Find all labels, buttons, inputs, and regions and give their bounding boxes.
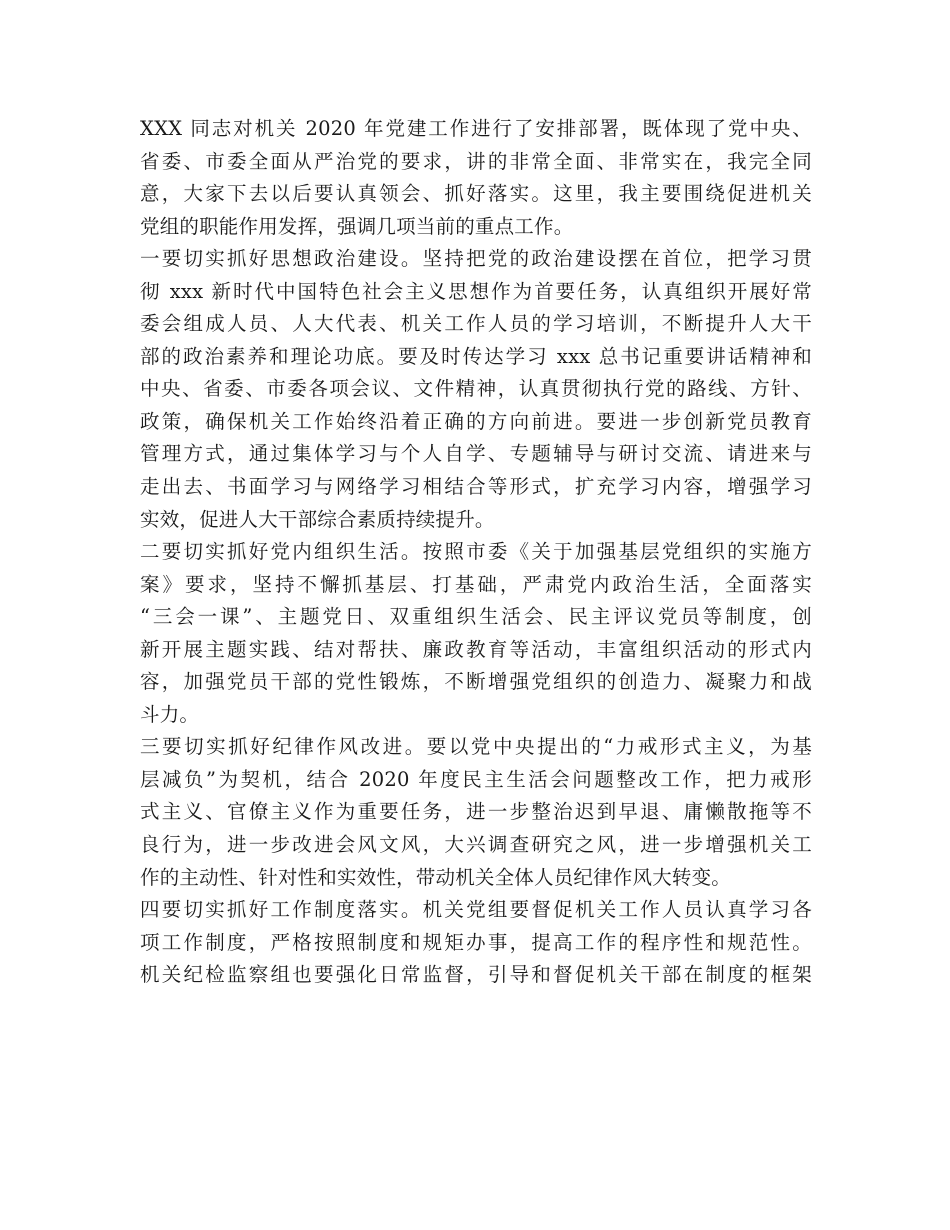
text-line: 项工作制度，严格按照制度和规矩办事，提高工作的程序性和规范性。: [140, 930, 812, 954]
text-line: 一要切实抓好思想政治建设。坚持把党的政治建设摆在首位，把学习贯: [140, 247, 812, 271]
text-line: 省委、市委全面从严治党的要求，讲的非常全面、非常实在，我完全同: [140, 149, 812, 173]
text-line: 管理方式，通过集体学习与个人自学、专题辅导与研讨交流、请进来与: [140, 442, 812, 466]
text-line: 式主义、官僚主义作为重要任务，进一步整治迟到早退、庸懒散拖等不: [140, 800, 812, 824]
text-line: 中央、省委、市委各项会议、文件精神，认真贯彻执行党的路线、方针、: [140, 377, 812, 401]
text-line: 意，大家下去以后要认真领会、抓好落实。这里，我主要围绕促进机关: [140, 182, 812, 206]
text-line: 斗力。: [140, 702, 200, 726]
text-line: 新开展主题实践、结对帮扶、廉政教育等活动，丰富组织活动的形式内: [140, 637, 812, 661]
text-line: 案》要求，坚持不懈抓基层、打基础，严肃党内政治生活，全面落实: [140, 572, 812, 596]
text-line: XXX 同志对机关 2020 年党建工作进行了安排部署，既体现了党中央、: [140, 117, 812, 140]
text-line: 层减负”为契机，结合 2020 年度民主生活会问题整改工作，把力戒形: [140, 767, 812, 791]
text-line: 政策，确保机关工作始终沿着正确的方向前进。要进一步创新党员教育: [140, 409, 812, 433]
text-line: 二要切实抓好党内组织生活。按照市委《关于加强基层党组织的实施方: [140, 540, 812, 564]
text-line: 部的政治素养和理论功底。要及时传达学习 xxx 总书记重要讲话精神和: [140, 344, 812, 368]
text-line: 实效，促进人大干部综合素质持续提升。: [140, 507, 495, 531]
text-line: 彻 xxx 新时代中国特色社会主义思想作为首要任务，认真组织开展好常: [140, 279, 812, 303]
text-line: 四要切实抓好工作制度落实。机关党组要督促机关工作人员认真学习各: [140, 898, 812, 922]
text-line: 机关纪检监察组也要强化日常监督，引导和督促机关干部在制度的框架: [140, 963, 812, 987]
text-line: 三要切实抓好纪律作风改进。要以党中央提出的“力戒形式主义，为基: [140, 735, 812, 759]
document-body: [140, 113, 812, 992]
text-line: 委会组成人员、人大代表、机关工作人员的学习培训，不断提升人大干: [140, 312, 812, 336]
text-line: 作的主动性、针对性和实效性，带动机关全体人员纪律作风大转变。: [140, 865, 732, 889]
text-line: 良行为，进一步改进会风文风，大兴调查研究之风，进一步增强机关工: [140, 833, 812, 857]
text-line: 容，加强党员干部的党性锻炼，不断增强党组织的创造力、凝聚力和战: [140, 670, 812, 694]
text-line: 党组的职能作用发挥，强调几项当前的重点工作。: [140, 214, 574, 238]
text-line: 走出去、书面学习与网络学习相结合等形式，扩充学习内容，增强学习: [140, 475, 812, 499]
text-line: “三会一课”、主题党日、双重组织生活会、民主评议党员等制度，创: [140, 605, 812, 629]
